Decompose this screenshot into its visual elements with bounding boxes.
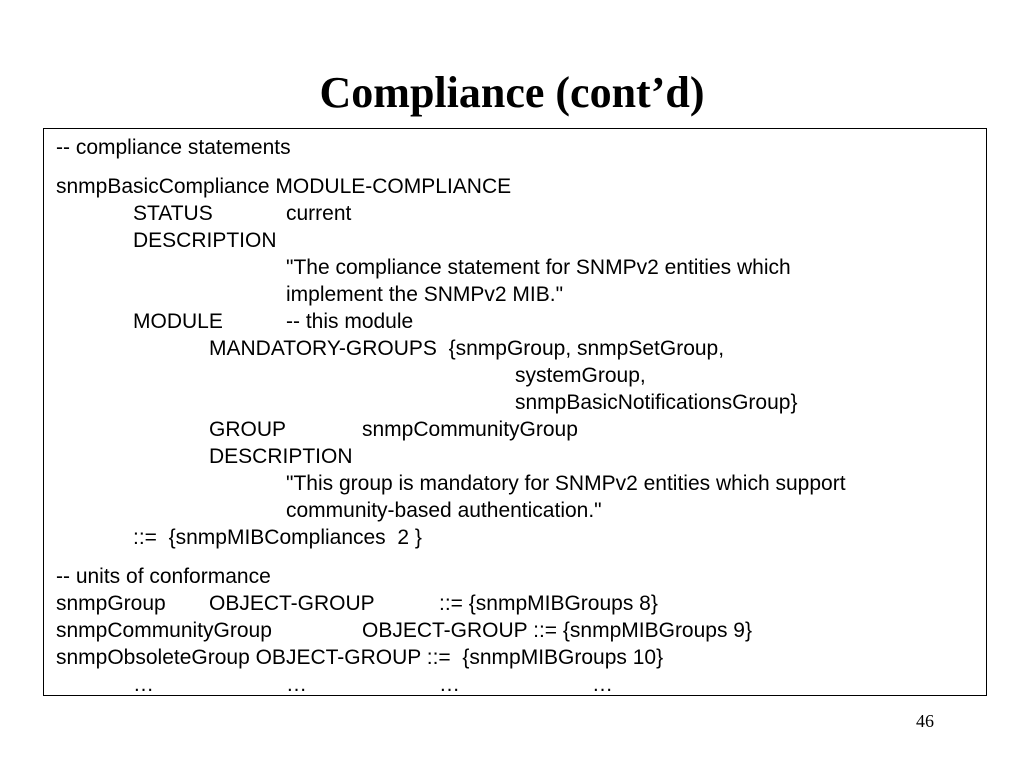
module-keyword: MODULE	[133, 310, 223, 333]
code-line-group	[44, 416, 578, 443]
status-value: current	[286, 202, 352, 225]
page-number: 46	[916, 711, 934, 731]
code-line-description-text-1	[44, 254, 791, 281]
status-keyword: STATUS	[133, 202, 213, 225]
code-line-snmp-obsolete-group	[44, 644, 664, 671]
code-line-group-description-text-2	[44, 497, 602, 524]
group-value: snmpCommunityGroup	[362, 418, 578, 441]
ellipsis-1: …	[133, 673, 154, 696]
snmp-group-assign: ::= {snmpMIBGroups 8}	[439, 592, 658, 615]
description-keyword: DESCRIPTION	[133, 229, 277, 252]
code-line-compliance-comment	[44, 134, 291, 161]
code-line-mandatory-groups	[44, 335, 725, 362]
description-text-line-2: implement the SNMPv2 MIB."	[286, 283, 564, 306]
code-line-ellipsis	[44, 671, 613, 698]
code-line-module	[44, 308, 414, 335]
mandatory-groups-cont-1: systemGroup,	[515, 364, 646, 387]
mandatory-groups: MANDATORY-GROUPS {snmpGroup, snmpSetGroup,	[209, 337, 725, 360]
snmp-group-name: snmpGroup	[56, 592, 166, 615]
module-comment: -- this module	[286, 310, 414, 333]
snmp-group-type: OBJECT-GROUP	[209, 592, 375, 615]
ellipsis-2: …	[286, 673, 307, 696]
code-line-compliance-header	[44, 173, 512, 200]
slide-title: Compliance (cont’d)	[319, 68, 705, 117]
snmp-community-group-name: snmpCommunityGroup	[56, 619, 272, 642]
code-line-snmp-community-group	[44, 617, 752, 644]
ellipsis-3: …	[439, 673, 460, 696]
code-line-compliance-assignment	[44, 524, 422, 551]
code-line-group-description	[44, 443, 353, 470]
group-description-text-line-2: community-based authentication."	[286, 499, 602, 522]
compliance-assignment: ::= {snmpMIBCompliances 2 }	[133, 526, 422, 549]
description-text-line-1: "The compliance statement for SNMPv2 entities which	[286, 256, 791, 279]
mib-code-box	[43, 128, 987, 696]
code-line-description-text-2	[44, 281, 564, 308]
group-description-text-line-1: "This group is mandatory for SNMPv2 entities which support	[286, 472, 846, 495]
code-line-mandatory-cont-2	[44, 389, 798, 416]
snmp-community-group-rest: OBJECT-GROUP ::= {snmpMIBGroups 9}	[362, 619, 752, 642]
code-line-mandatory-cont-1	[44, 362, 646, 389]
code-line-description	[44, 227, 277, 254]
conformance-comment: -- units of conformance	[56, 565, 271, 588]
group-keyword: GROUP	[209, 418, 287, 441]
code-line-group-description-text-1	[44, 470, 846, 497]
code-line-status	[44, 200, 352, 227]
code-line-conformance-comment	[44, 563, 271, 590]
compliance-header: snmpBasicCompliance MODULE-COMPLIANCE	[56, 175, 512, 198]
mandatory-groups-cont-2: snmpBasicNotificationsGroup}	[515, 391, 798, 414]
snmp-obsolete-group: snmpObsoleteGroup OBJECT-GROUP ::= {snmpMIBGroups 10}	[56, 646, 664, 669]
ellipsis-4: …	[592, 673, 613, 696]
group-description-keyword: DESCRIPTION	[209, 445, 353, 468]
code-line-snmp-group	[44, 590, 658, 617]
compliance-comment: -- compliance statements	[56, 136, 291, 159]
